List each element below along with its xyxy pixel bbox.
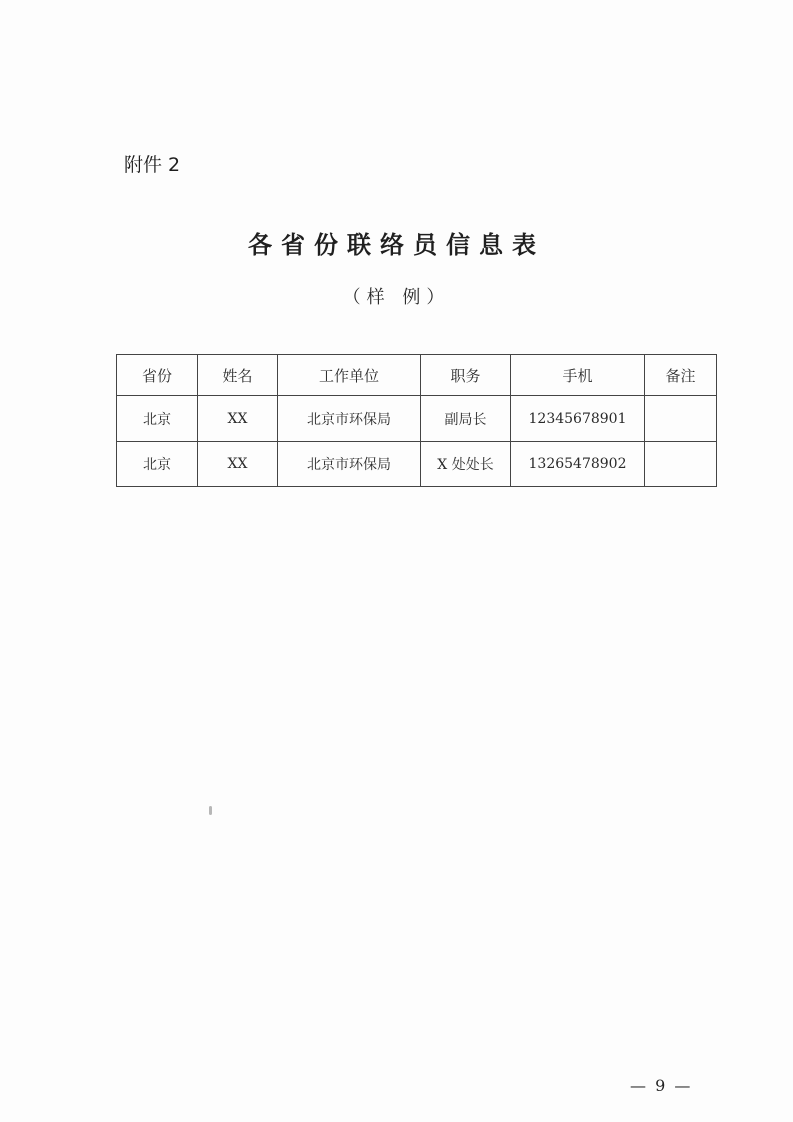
cell-work-unit: 北京市环保局 [278,396,421,442]
cell-name: XX [198,396,278,442]
document-subtitle: （样 例） [342,287,451,308]
cell-position: 副局长 [421,396,511,442]
cell-province: 北京 [117,396,198,442]
cell-name: XX [198,442,278,487]
cell-province: 北京 [117,442,198,487]
page-number: — 9 — [630,1076,693,1095]
table-row [117,396,717,442]
document-title: 各省份联络员信息表 [248,230,545,259]
scan-speck [209,806,212,815]
cell-remarks [645,396,717,442]
contact-info-table [116,354,717,487]
cell-position: X 处处长 [421,442,511,487]
attachment-label: 附件 2 [124,154,181,176]
table-header-row [117,355,717,396]
header-name: 姓名 [198,355,278,396]
cell-remarks [645,442,717,487]
header-province: 省份 [117,355,198,396]
header-remarks: 备注 [645,355,717,396]
table-row [117,442,717,487]
header-work-unit: 工作单位 [278,355,421,396]
cell-work-unit: 北京市环保局 [278,442,421,487]
header-position: 职务 [421,355,511,396]
cell-mobile: 13265478902 [511,442,645,487]
cell-mobile: 12345678901 [511,396,645,442]
header-mobile: 手机 [511,355,645,396]
